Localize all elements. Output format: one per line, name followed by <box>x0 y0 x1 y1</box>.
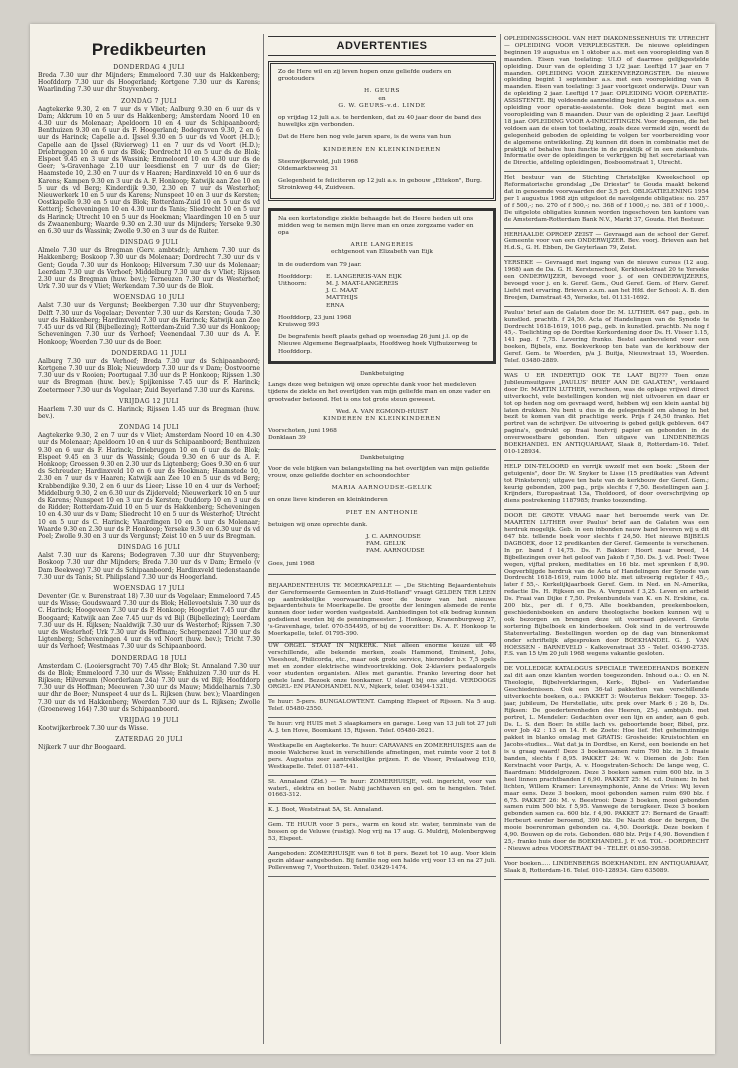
thanks-place: Goes, juni 1968 <box>268 560 315 567</box>
obituary-labels <box>278 274 326 310</box>
divider <box>268 574 496 575</box>
service-listing: Aalburg 7.30 uur ds Verhoef; Breda 7.30 uur ds Schipaanboord; Kortgene 7.30 uur ds Blok; Nieuwdorp 7.30 uur ds v Dam; Oostvoorne 7.30 uur ds v Rooien; Poortugaal 7.30 uur ds P. Honkoop; Rijssen 1.30 uur ds Bregman (huw. bev.); Spijkenisse 7.45 uur ds F. Harinck; Zoetermeer 7.30 uur ds Vogelaar; Zuid Beyerland 7.30 uur ds Karens. <box>38 357 260 394</box>
obituary-family-name: J. C. MAAT <box>326 288 358 295</box>
thanks-heading: Dankbetuiging <box>359 454 405 461</box>
anniversary-place: Steenwijkerwold, juli 1968 <box>278 158 359 165</box>
thanks-place: Voorschoten, juni 1968 <box>268 428 337 435</box>
anniversary-reception: Gelegenheid te feliciteren op 12 juli a.s. in gebouw „Ettekon", Burg. Stroinkweg 44, Zuidveen. <box>278 178 482 192</box>
service-listing: Nijkerk 7 uur dhr Boogaard. <box>38 744 126 752</box>
service-listing: Kootwijkerbroek 7.30 uur ds Wisse. <box>38 725 149 733</box>
obituary-family-name: E. LANGEREIS-VAN EIJK <box>326 273 402 280</box>
day-heading: DONDERDAG 4 JULI <box>113 64 185 71</box>
obituary-family <box>278 274 486 310</box>
classifieds-right-column <box>504 36 709 1044</box>
day-heading: WOENSDAG 10 JULI <box>113 294 185 302</box>
thanks-signer: FAM. AARNOUDSE <box>366 548 425 555</box>
day-heading: ZONDAG 7 JULI <box>121 97 177 105</box>
thanks-signers: KINDEREN EN KLEINKINDEREN <box>323 415 441 422</box>
classified-ad: HELP DIN-TELOORD en verrijk uwzelf met een boek: „Steen der getuigenis", door Dr. W. Snyker te Lisse (15 predikaties van Advent tot Pinksteren); uitgave ten bate van de kerkbouw der Geref. Gem.; keurig gebonden, 200 pag., prijs slechts f 7,50. Bestellingen aan J. Krijnders, Europastraat 13a, Tholdoord, of door overschrijving op diens postrekening 1187985; franko toezending. <box>504 461 709 510</box>
day-heading: VRIJDAG 12 JULI <box>119 397 179 405</box>
anniversary-name-2: G. W. GEURS-v.d. LINDE <box>338 102 426 109</box>
day-heading: DONDERDAG 11 JULI <box>111 349 187 357</box>
classified-ad: Voor boeken..... LINDENBERGS BOEKHANDEL EN ANTIQUARIAAT, Slaak 8, Rotterdam-16. Telef. 010-128934. Giro 635089. <box>504 858 709 880</box>
anniversary-body-2: Dat de Here hen nog vele jaren spare, is de wens van hun <box>278 134 452 141</box>
obituary-family-name: MATTHIJS <box>326 295 358 302</box>
classified-ad: Westkapelle en Aagtekerke. Te huur: CARAVANS en ZOMERHUISJES aan de mooie Walcherse kust in verschillende afmetingen, met ruimte voor 2 tot 8 pers. Augustus zeer aantrekkelijke prijzen. F. de Visser, Prelaatweg E10, Westkapelle. Telef. 01187-441. <box>268 740 496 776</box>
classified-ad: HERHAALDE OPROEP ZEIST — Gevraagd aan de school der Geref. Gemeente voor van een ONDERWIJZER. Bev. voorj. Brieven aan het H.d.S., G. H. Ebben, De Geyterlaan 79, Zeist. <box>504 229 709 258</box>
service-listing: Deventer (Gr. v. Burenstraat 18) 7.30 uur ds Vogelaar; Emmeloord 7.45 uur ds Wisse; Goudswaard 7.30 uur ds Blok; Hellevoetsluis 7.30 uur ds C. Harinck; Hoogeveen 7.30 uur ds P. Honkoop; Hoogvliet 7.45 uur dhr Boogaard; Katwijk aan Zee 7.45 uur ds vd Bijl (Bijbellezing); Leerdam 7.30 uur ds H. Rijksen; Naaldwijk 7.30 uur ds Westerhof; Rijssen 7.30 uur ds Westerhof; Urk 7.30 uur ds Hoffman; Scherpenzeel 7.30 uur ds Ligtenberg; Scheveningen 4 uur ds vd Noort (huw. bev.); Tricht 7.30 uur ds Verhoef; Westmaas 7.30 uur ds Schipaanboord. <box>38 592 260 651</box>
newspaper-page <box>30 24 715 1054</box>
classified-ad: DOOR DE GROTE VRAAG naar het beroemde werk van Dr. MAARTEN LUTHER over Paulus' brief aan de Galaten was een herdruk mogelijk. Geb. in een inbonden nauw band leveren wij u dit 647 blz. tellende boek voor slechts f 24,50. Het nieuwe BIJBELS DAGBOEK, door 12 predikanten der Geref. Gemeente is verschenen. In pr. band f 14,75. Ds. F. Bakker: Hoort naar breed, 14 Bijbellezingen over het geloof van Jakob f 7,50. Ds. J. v.d. Poel: Twee wegen, vijftal preken, meditaties en 16 blz. met sprenken f 8,90. Oogverblijgde herdruk van de Acta of Handelingen der Synode van Dordrecht 1618-1619, ruim 1000 blz. met uitvoerig register f 45,-, later f 55,-. Kerkelijkjaarboek Geref. Gem. in Ned. en N.-Amerika, redactie Ds. H. Rijksen en Ds. A. Vergunst f 3,25. Leven en arbeid Ds. Fraai van Dijke f 7,50. Prekenbundels van K. en N. Erskine, ca. 200 blz., per dl. f 6,75. Alle boekbanden, preekenboeken, geschiedenisboeken en andere theologische boeken kunnen wij u ook bezorgen en brengen deze uit voorraad geleverd. Grote sortering Bijbelboek en kinderboeken. Ook sind in de vertrouwde Statenvertaling. Bestellingen worden op de dag van binnenkomst onder schriftelijk afgesproken door BOEKHANDEL G. J. VAN HOESSEN - BARNEVELD - Kalkovenstraat 35 - Telef. 03490-2735. F.S. van 15 t/m 20 juli 1968 wegens vakantie gesloten. <box>504 510 709 663</box>
obituary-intro: Na een kortstondige ziekte behaagde het de Heere heden uit ons midden weg te nemen mijn lieve man en onze zorgzame vader en opa <box>278 215 474 237</box>
service-listing: Aalst 7.30 uur ds Vergunst; Beekbergen 7.30 uur dhr Stuyvenberg; Delft 7.30 uur ds Vogelaar; Deventer 7.30 uur ds Kersten; Gouda 7.30 uur ds Hakkenberg; Hardinxveld 7.30 uur ds Harinck; Katwijk aan Zee 7.45 uur ds vd Ril (Bijbellezing); Rotterdam-Zuid 7.30 uur ds Honkoop; Scheveningen 7.30 uur ds Verhoef; Veenendaal 7.30 uur ds A. F. Honkoop; Woerden 7.30 uur ds de Boer. <box>38 302 260 346</box>
anniversary-ad <box>268 61 496 201</box>
day-heading: DINSDAG 9 JULI <box>119 239 179 247</box>
service-listing: Amsterdam C. (Looiersgracht 70) 7.45 dhr Blok; St. Annaland 7.30 uur ds de Blok; Emmeloord 7.30 uur ds Wisse; Enkhuizen 7.30 uur ds H. Rijksen; Hilversum (Noorderlaan 24a) 7.30 uur ds vd Bijl; Hoofddorp 7.30 uur ds Hoffman; Meeuwen 7.30 uur ds Mauw; Middelharnis 7.30 uur dhr de Boer; Nunspeet 4 uur ds L. Rijksen (huw. bev.); Vlaardingen 7.30 uur ds vd Hakkenberg; Woerden 7.30 uur ds L. Rijksen; Zwolle (Groeneweg 164) 7.30 uur ds Schipaanboord. <box>38 662 260 713</box>
day-heading: ZATERDAG 20 JULI <box>115 736 183 744</box>
thanks-body: Voor de vele blijken van belangstelling na het overlijden van mijn geliefde vrouw, onze geliefde dochter en schoondochter <box>268 465 490 479</box>
classifieds-right <box>504 36 709 880</box>
divider <box>268 449 496 450</box>
day-heading: ZONDAG 14 JULI <box>119 424 179 432</box>
predikbeurten-title: Predikbeurten <box>91 40 207 59</box>
thanks-signer: FAM. GELUK <box>366 541 406 548</box>
column-rule <box>263 34 264 1044</box>
obituary-spouse: echtgenoot van Elizabeth van Eijk <box>331 249 433 256</box>
advertenties-column <box>268 36 496 1044</box>
day-heading: VRIJDAG 19 JULI <box>119 717 179 725</box>
obituary-family-name: M. J. MAAT-LANGEREIS <box>326 281 399 288</box>
advertenties-title: ADVERTENTIES <box>268 36 496 56</box>
classified-ad: YERSEKE — Gevraagd met ingang van de nieuwe cursus (12 aug. 1968) aan de Da. G. H. Kerstenschool, Kerkhoekstraat 20 te Yerseke een ONDERWIJZER, bevoegd voor j. of een ONDERWIJZERES, bevoegd voor j. en k. Geref. Gem., Oud Geref. Gem. of Herv. Geref. Liefst met ervaring. Brieven z.s.m. aan het Hfd. der School: A. B. den Breejen, Damstraat 45, Yerseke, tel. 01131-1692. <box>504 257 709 306</box>
classified-ad: Te huur: 5-pers. BUNGALOWTENT. Camping Elspeet of Rijssen. Na 5 aug. Telef. 05480-2550. <box>268 696 496 718</box>
thanks-body-2: en onze lieve kinderen en kleinkinderen <box>268 497 388 504</box>
thanks-ad-2 <box>268 455 496 568</box>
obituary-age: in de ouderdom van 79 jaar. <box>278 261 362 268</box>
classified-ad: OPLEIDINGSSCHOOL VAN HET DIAKONESSENHUIS TE UTRECHT — OPLEIDING VOOR VERPLEEGSTER. De nieuwe opleidingen beginnen 19 augustus en 1 oktober a.s. met een vooropleiding van 8 maanden. Eisen van toelating: ULO of daarmee gelijkgestelde opleiding. Duur van de opleiding 3 1/2 jaar. Leeftijd 17 jaar en 7 maanden. OPLEIDING VOOR ZIEKENVERZORGSTER. De nieuwe opleiding begint 1 september a.s. met een vooropleiding van 8 maanden. Eisen van toelating: 3 jaar voortgezet onderwijs. Duur van de opleiding 2 jaar. Leeftijd 17 jaar. OPLEIDING VOOR OPERATIE-ASSISTENTE. Bij voldoende aanmelding begint 15 augustus a.s. een opleiding voor operatie-assistente. Ook deze begint met een vooropleiding van 8 maanden. Duur van de opleiding 2 jaar. Leeftijd 18 jaar. OPLEIDING VOOR A-INRICHTINGEN. Voor degenen, die het voldoen aan de eisen tot toelating, zoals deze vermeld zijn, wordt de gelegenheid geboden de opleiding te volgen ter voorbereiding voor de algemene ontwikkeling. Zij kunnen dit doen in combinatie met de praktijk of behalve hun functie in de praktijk of in een ziekenhuis. Informatie over de opleidingen te verkrijgen bij het secretariaat van de Directie, afdeling opleidingen, Bosboomstraat 1, Utrecht. <box>504 36 709 172</box>
service-listing: Aagtekerke 9.30, 2 en 7 uur ds v Vliet; Aalburg 9.30 en 6 uur ds v Dam; Akkrum 10 en 5 uur ds Hakkenberg; Amsterdam Noord 10 en 4.30 uur ds Molenaar; Apeldoorn 10 en 4 uur ds Schipaanboord; Benthuizen 9.30 en 6 uur ds F. Hoogerland; Bodegraven 9.30, 2 en 6 uur ds Harinck; Capelle a.d. IJssel 9.30 en 5 uur ds vd Voort (H.D.); Capelle aan de IJssel (Rivierweg) 11 en 7 uur ds vd Voort (H.D.); Driebruggen 10 en 6 uur ds Blok; Dordrecht 10 en 5 uur ds de Blok; Elspeet 9.45 en 3 uur ds Wassink; Emmeloord 10 en 4.30 uur ds de Geer; 's-Gravenhage 2.10 uur leesdienst en 7 uur ds de Gier; Haamstede 10, 2.30 en 7 uur ds v Haaren; Hardinxveld 10 en 6 uur ds Karens; Kampen 9.30 en 3 uur ds A. F. Honkoop; Katwijk aan Zee 10 en 5 uur ds vd Berg; Kinderdijk 9.30, 2.30 en 7 uur ds Westerhof; Nieuwerkerk 10 en 5 uur ds Karens; Nunspeet 10 en 3 uur ds Kersten; Oostkapelle 9.30 en 5 uur ds Blok; Rotterdam-Zuid 10 en 5 uur ds vd Ketterij; Scheveningen 10 en 4.30 uur ds Tanis; Sliedrecht 10 en 5 uur ds Harinck; Utrecht 10 en 5 uur ds Hoekman; Vlaardingen 10 en 5 uur ds Zwaanenburg; Waarde 9.30 en 2.30 uur ds Mijnders; Yerseke 9.30 en 6.30 uur ds Wassink; Zwolle 9.30 en 3 uur ds de Ruiter. <box>38 105 260 236</box>
obituary-name: ARIE LANGEREIS <box>350 242 414 249</box>
thanks-body-3: betuigen wij onze oprechte dank. <box>268 521 368 528</box>
obituary-family-name: ERNA <box>326 302 345 309</box>
anniversary-and: en <box>378 95 386 102</box>
obituary-label-2: Uithoorn: <box>278 281 307 288</box>
anniversary-name-1: H. GEURS <box>363 88 401 95</box>
schedule-list <box>38 64 260 751</box>
anniversary-body-1: op vrijdag 12 juli a.s. te herdenken, dat zu 40 jaar door de band des huwelijks zijn verbonden. <box>278 115 482 129</box>
classified-ad: Het bestuur van de Stichting Christelijke Kweekschool op Reformatorische grondslag „De Driestar" te Gouda maakt bekend dat in genoemde voorwaarden der 3,5 pct. OBLIGATIELENING 1954 per 1 augustus 1968 zijn uitgeloot de navolgende obligaties: no. 257 of f 500,-; no. 270 of f 500,-; no. 368 of f 1000,-; no. 381 of f 1000,-. De uitgelote obligaties kunnen worden ingeschoven ten kantore van de Amsterdam-Rotterdam Bank N.V., Markt 37, Gouda. Het Bestuur. <box>504 172 709 228</box>
service-listing: Aalst 7.30 uur ds Karens; Bodegraven 7.30 uur dhr Stuyvenberg; Boskoop 7.30 uur dhr Mijnders; Breda 7.30 uur ds v Dam; Ermelo (v Dam Beekweg) 7.30 uur ds Schipaanboord; Hardinxveld tiedenstaande 7.30 uur ds Tanis; St. Philipsland 7.30 uur ds Hoogerland. <box>38 552 260 581</box>
thanks-body: Langs deze weg betuigen wij onze oprechte dank voor het medeleven tijdens de ziekte en het overlijden van mijn geliefde man en onze vader en grootvader betoond. Het is ons tot grote steun geweest. <box>268 382 491 403</box>
classified-ad: UW ORGEL STAAT IN NIJKERK. Niet alleen enorme keuze uit 40 verschillende, alle bekende merken, zoals Hammond, Eminent, Johs, Vleeshout, Philicorda, etc., maar ook grote service, hieronder b.v. 7,5 spels met en zonder elektrische windvoortrekking. Ook 2-klaviers pedaalorgels voor studenten organisten. Alles met garantie. Franko levering door het gehele land. Bezoek onze toonkamer. U slaagt bij ons altijd. VERDOOGS ORGEL- EN PIANOHANDEL N.V., Nijkerk, telef. 03494-1321. <box>268 643 496 696</box>
day-heading: DINSDAG 16 JULI <box>117 544 181 552</box>
thanks-children-names: PIET EN ANTHONIE <box>345 509 419 516</box>
anniversary-address: Oldemarktseweg 31 <box>278 166 338 173</box>
classified-ad: WAS U ER INDERTIJD OOK TE LAAT BIJ??? Toen onze Jubileumsuitgave „PAULUS' BRIEF AAN DE GALATEN", verklaard door Dr. MARTIN LUTHER, verscheen, was de oplage vrijwel direct uitverkocht, vele bestellingen konden wij niet uitvoeren en daar er tot op heden nog om gevraagd werd, hebben wij een klein aantal bij laten drukken. Nu bent u dus in de gelegenheid om alsnog in het bezit te komen van dit prachtige werk. Prijs f 24,50 franko. Het portret van de schrijver. De uitvoering is gebed gelijk gebleven. 647 pagina's, gedrukt op fraai houtvrij papier en gebonden in de onverwoestbare gebonden. Een uitgave van LINDENBERGS BOEKHANDEL EN ANTIQUARIAAT, Slaak 8, Rotterdam-16. Telef. 010-128934. <box>504 370 709 461</box>
thanks-signer: Wed. A. VAN EGMOND-HUIST <box>336 408 428 415</box>
service-listing: Breda 7.30 uur dhr Mijnders; Emmeloord 7.30 uur ds Hakkenberg; Hoofddorp 7.30 uur ds Hoogerland; Kortgene 7.30 uur ds Karens; Waarlinding 7.30 uur dhr Stuyvenberg. <box>38 72 260 94</box>
service-listing: Almelo 7.30 uur ds Bregman (Gerv. ambtsdr.); Arnhem 7.30 uur ds Hakkenberg; Boskoop 7.30 uur ds Molenaar; Dordrecht 7.30 uur ds v Gent; Gouda 7.30 uur ds Honkoop; Hilversum 7.30 uur ds Molenaar; Leerdam 7.30 uur ds Verhoef; Middelburg 7.30 uur ds v Vliet; Rijssen 2.30 uur ds Bregman (huw. bev.); Terneuzen 7.30 uur ds Westerhof; Urk 7.30 uur ds v Vliet; Werkendam 7.30 uur ds de Blok. <box>38 247 260 291</box>
obituary-place: Hoofddorp, 23 juni 1968 <box>278 314 352 321</box>
thanks-heading: Dankbetuiging <box>359 370 405 377</box>
classified-ad: K. J. Boot, Weststraat 5A, St. Annaland. <box>268 804 496 819</box>
day-heading: DONDERDAG 18 JULI <box>111 654 187 662</box>
thanks-signers <box>366 534 496 556</box>
thanks-deceased-name: MARIA AARNOUDSE-GELUK <box>331 485 433 492</box>
anniversary-signers: KINDEREN EN KLEINKINDEREN <box>323 146 441 153</box>
service-listing: Aagtekerke 9.30, 2 en 7 uur ds v Vliet; Amsterdam Noord 10 en 4.30 uur ds Molenaar; Apeldoorn 10 en 4 uur ds Schipaanboord; Benthuizen 9.30 en 6 uur ds F. Harinck; Driebruggen 10 en 6 uur ds de Blok; Elspeet 9.45 en 3 uur ds Wassink; Gouda 9.30 en 6 uur ds A. F. Honkoop; Groessen 9.30 en 2.30 uur ds Ligtenberg; Goes 9.30 en 6 uur ds Schreuder; Hardinxveld 10 en 6 uur ds Hoekman; Haamstede 10, 2.30 en 7 uur ds v Haaren; Katwijk aan Zee 10 en 5 uur ds vd Berg; Krabbendijke 9.30, 2 en 6 uur ds Lieer; Lisse 10 en 4 uur ds Verhoef; Middelburg 9.30, 2 en 6.30 uur ds Zijderveld; Nieuwerkerk 10 en 5 uur ds Karens; Nunspeet 10 en 3 uur ds Kersten; Ouddorp 10 en 3 uur ds de Ridder; Rotterdam-Zuid 10 en 5 uur ds Hakkenberg; Scheveningen 10 en 4.30 uur ds v Dam; Sliedrecht 10 en 5 uur ds Westerhof; Utrecht 10 en 5 uur ds C. Harinck; Vlaardingen 10 en 5 uur ds Molenaar; Waarde 9.30 en 2.30 uur ds P. Honkoop; Yerseke 9.30 en 6.30 uur ds vd Poel; Zwolle 9.30 en 3 uur ds Vergunst; Zeist 10 en 5 uur ds Bregman. <box>38 432 260 540</box>
classified-ad: DE VOLLEDIGE KATALOGUS SPECIALE TWEEDEHANDS BOEKEN zal dit aan onze klanten worden toegezonden. Inhoud o.a.: O. en N. Theologie, Bijbelverklaringen, Kerk-, Bijbel- en Vaderlandse Geschiedenissen. Ook een 36-tal pakketten van verschillende uitverkochte boeken, o.a.: PAKKET 3: Wouterus Bekker: Toegep. 33-jaar, jubileum, De Herstellatie, uitv. prek over Mark 6 ; 26 b, Ds. Rijksen: De goederterenheden des Heeren, 25-j. ambtsjub. met portret, L. Mendeler: Gedachten over een lijn en ander, aan 6 geb. Ds. L. S. den Boer: In stille lach vs. geboortende boer, Bibel, prz. over Job 42 : 13 en 14. F. de Zoete: Hoe lief. Het geheimzinnige pakket in blanko omslag met GRATIS: Grosheide: Kruistochten en Jacobs-studies... Wat dat ja in Dordtse, en Kerst, een boeiende en het is u graag waard! Deze 3 boekensamen ruim 790 blz. in 3 fraaie banden, slechts f 8,95. PAKKET 24: W. v. Diemen de Job: Een Kerstnacht voor Parijs, A. v. Hoogstraten-Schoch: De lange weg, C. Baardman: Middelgrozen. Deze 3 boeken samen ruim 600 blz. in 3 heel linnen prachtbanden f 6,90. PAKKET 25: M. v.d. Duinen: In het lichten, Willem Kramer: Levensymphonie, Anne de Vries: Wij leven maar eens. Deze 3 boeken, mooi gebonden samen ruim 690 blz. f 6,75. PAKKET 26: M. v. Beestrooi: Deze 3 boeken, mooi gebonden samen ruim 500 blz. f 5,95. Vanwege de terugkeer. Deze 3 boeken gebonden samen ca. 600 blz. f 4,90. PAKKET 27: Bernard de Graaff: Herbeurt eerder beroemd, 390 blz. De Nacht door de bergen, De mooie boerenroman gebonden ca. 4,50. Doorkijk. Deze boeken f 4,90. Bouwen op de rots. Gebonden. 680 blz. Prijs f 4,90. Bovendien f 25,- franko huis door de BOEKHANDEL J. F. v.d. TOL - DORDRECHT - Nieuwe adres VOORSTRAAT 94 - TELEF. 01850-39558. <box>504 663 709 857</box>
classified-ad: Paulus' brief aan de Galaten door Dr. M. LUTHER. 647 pag., geb. in kunstled. prachtb. f 24,50. Acta of Handelingen van de Synode te Dordrecht 1618-1619, 1016 pag., geb. in kunstled. prachtb. Nu nog f 45,-. Toelichting op de Dordtse Kerkordening door Ds. H. Visser 1.15, 141 pag. f 7,75. Levering franko. Bestel aanbevelend voor een boeken, Bijbels, enz. Boekverkoop ten bate van de kerkbouw der Geref. Gem. te Woerden, p/a J. Buitja, Nieuwstraat 15, Woerden. Telef. 03480-2889. <box>504 307 709 370</box>
obituary-address: Kruisweg 993 <box>278 322 320 329</box>
column-rule <box>500 34 501 1044</box>
thanks-address: Donklaan 39 <box>268 435 306 442</box>
classifieds-middle <box>268 643 496 877</box>
predikbeurten-column <box>38 36 260 1044</box>
thanks-ad-1 <box>268 371 496 443</box>
anniversary-intro: Zo de Here wil en zij leven hopen onze geliefde ouders en grootouders <box>278 69 452 83</box>
classified-ad: Te huur: vrij HUIS met 3 slaapkamers en garage. Leeg van 13 juli tot 27 juli A. J. ten Hove, Boomkant 15, Rijssen. Telef. 05480-2621. <box>268 718 496 740</box>
obituary-funeral: De begrafenis heeft plaats gehad op woensdag 26 juni j.l. op de Nieuwe Algemene Begraafplaats, Hoofdweg hoek Vijfhuizerweg te Hoofddorp. <box>278 334 478 355</box>
thanks-signer: J. C. AARNOUDSE <box>366 533 421 540</box>
service-listing: Haarlem 7.30 uur ds C. Harinck; Rijssen 1.45 uur ds Bregman (huw. bev.). <box>38 405 260 420</box>
classified-ad: Gem. TE HUUR voor 5 pers., warm en koud str. water, tenminste van de bossen op de Veluwe (rustig). Nog vrij na 17 aug. G. Muldrij, Molenbergweg 53, Elspeet. <box>268 819 496 848</box>
classified-ad: BEJAARDENTEHUIS TE MOERKAPELLE — „De Stichting Bejaardentehuis der Gereformeerde Gemeenten in Zuid-Holland" vraagt GELDEN TER LEEN op aantrekkelijke voorwaarden voor de bouw van het nieuwe bejaardentehuis te Moerkapelle. De grootte der leningen alsmede de rente kunnen door ieder worden vastgesteld. Aanbiedingen tot elk bedrag kunnen godsdienst worden bij de penningmeester: J. Honkoop, Kranenburgweg 27, 's-Gravenhage, telef. 070-554495, of bij de voorzitter: Ds. A. F. Honkoop te Moerkapelle, telef. 01795-390. <box>268 580 496 643</box>
classified-ad: Aangeboden: ZOMERHUISJE van 6 tot 8 pers. Bezet tot 10 aug. Voor klein gezin aldaar aangeboden. Bij familie nog een halde vrij voor 13 en na 27 juli. Pollevenweg 7, Voorthuizen. Telef. 03429-1474. <box>268 848 496 877</box>
day-heading: WOENSDAG 17 JULI <box>113 584 185 592</box>
obituary-label-1: Hoofddorp: <box>278 273 313 280</box>
obituary-ad <box>268 208 496 364</box>
obituary-names <box>326 274 402 310</box>
classified-ad: St. Annaland (Zld.) — Te huur: ZOMERHUISJE, voll. ingericht, voor van waterl., elektra en boiler. Nabij jachthaven en gel. om te hengelen. Telef. 01663-312. <box>268 776 496 805</box>
